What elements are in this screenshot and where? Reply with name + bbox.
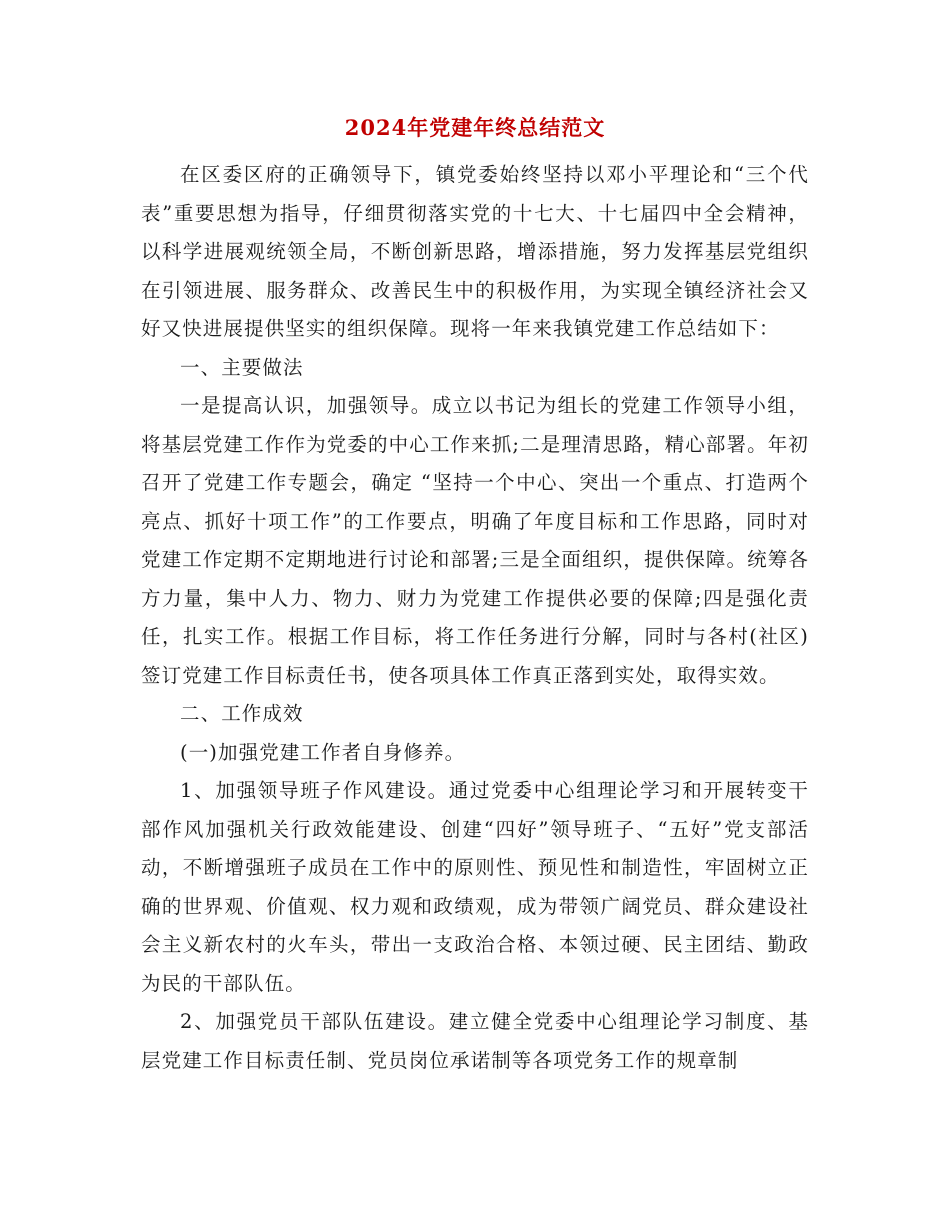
intro-paragraph: 在区委区府的正确领导下，镇党委始终坚持以邓小平理论和“三个代表”重要思想为指导，仔细贯彻落实党的十七大、十七届四中全会精神，以科学进展观统领全局，不断创新思路，增添措施，努力发挥基层党组织在引领进展、服务群众、改善民生中的积极作用，为实现全镇经济社会又好又快进展提供坚实的组织保障。现将一年来我镇党建工作总结如下： <box>141 163 809 340</box>
leadership-style-paragraph: 1、加强领导班子作风建设。通过党委中心组理论学习和开展转变干部作风加强机关行政效能建设、创建“四好”领导班子、“五好”党支部活动，不断增强班子成员在工作中的原则性、预见性和制造性，牢固树立正确的世界观、价值观、权力观和政绩观，成为带领广阔党员、群众建设社会主义新农村的火车头，带出一支政治合格、本领过硬、民主团结、勤政为民的干部队伍。 <box>141 779 809 995</box>
cadre-team-paragraph: 2、加强党员干部队伍建设。建立健全党委中心组理论学习制度、基层党建工作目标责任制、党员岗位承诺制等各项党务工作的规章制 <box>141 1010 809 1072</box>
main-practices-paragraph: 一是提高认识，加强领导。成立以书记为组长的党建工作领导小组，将基层党建工作作为党委的中心工作来抓;二是理清思路，精心部署。年初召开了党建工作专题会，确定 “坚持一个中心、突出一个重点、打造两个亮点、抓好十项工作”的工作要点，明确了年度目标和工作思路，同时对党建工作定期不定期地进行讨论和部署;三是全面组织，提供保障。统筹各方力量，集中人力、物力、财力为党建工作提供必要的保障;四是强化责任，扎实工作。根据工作目标，将工作任务进行分解，同时与各村(社区)签订党建工作目标责任书，使各项具体工作真正落到实处，取得实效。 <box>141 394 809 687</box>
section-heading-work-results: 二、工作成效 <box>180 702 304 725</box>
subsection-heading-self-cultivation: (一)加强党建工作者自身修养。 <box>180 740 466 764</box>
document-title: 2024年党建年终总结范文 <box>344 115 606 140</box>
section-heading-main-practices: 一、主要做法 <box>180 355 304 379</box>
document-page <box>141 112 809 1080</box>
